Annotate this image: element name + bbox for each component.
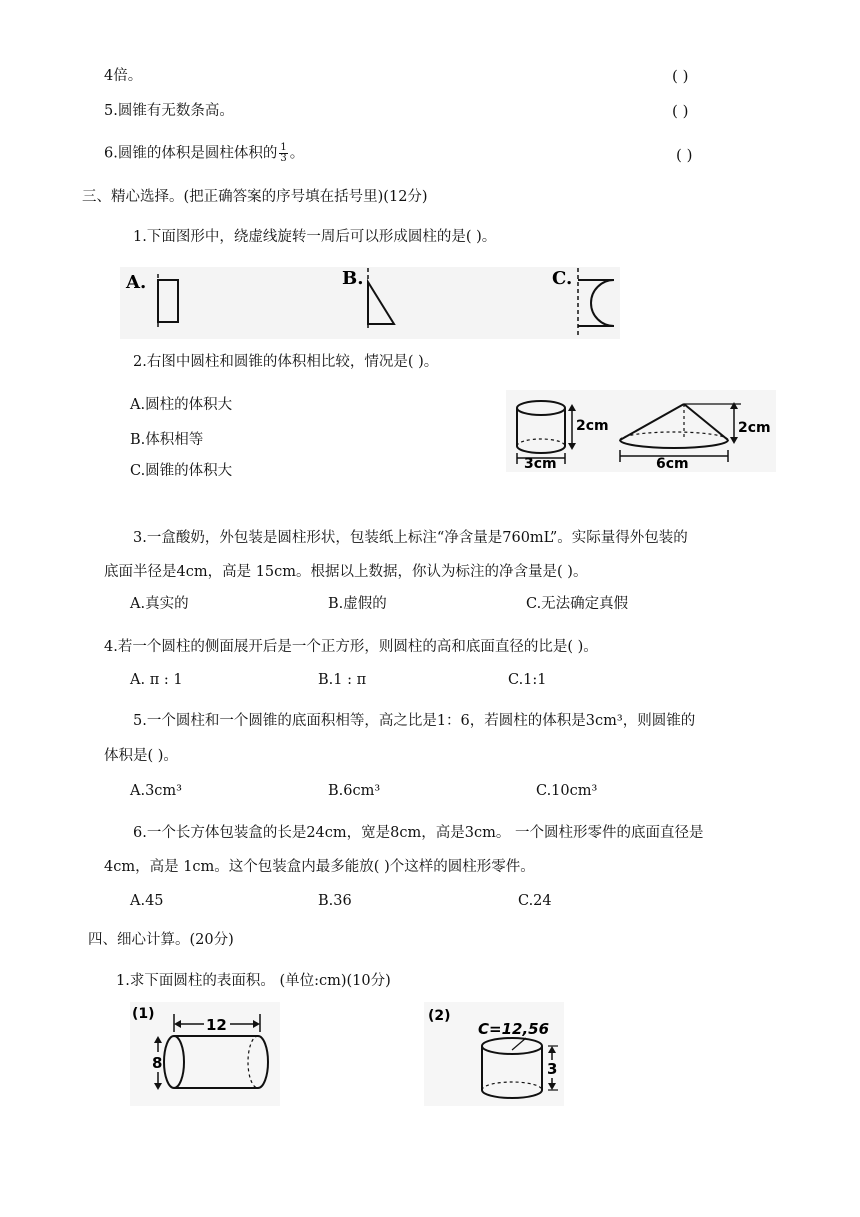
q2-option-c: C.圆锥的体积大 xyxy=(130,463,233,479)
q6-line2: 4cm，高是 1cm。这个包装盒内最多能放( )个这样的圆柱形零件。 xyxy=(104,859,535,875)
q5-line1: 5.一个圆柱和一个圆锥的底面积相等，高之比是1：6，若圆柱的体积是3cm³，则圆锥的 xyxy=(133,713,696,729)
q5-line2: 体积是( )。 xyxy=(104,748,178,764)
cylinder-height-label: 2cm xyxy=(576,418,609,434)
q4-text: 4.若一个圆柱的侧面展开后是一个正方形，则圆柱的高和底面直径的比是( )。 xyxy=(104,639,598,655)
section3-heading: 三、精心选择。(把正确答案的序号填在括号里)(12分) xyxy=(82,189,428,205)
option-a-label: A. xyxy=(126,272,147,293)
q5-option-c: C.10cm³ xyxy=(536,783,598,799)
item4-continuation: 4倍。 xyxy=(104,68,143,84)
q3-line1: 3.一盒酸奶，外包装是圆柱形状，包装纸上标注“净含量是760mL”。实际量得外包装的 xyxy=(133,530,688,546)
q3-option-c: C.无法确定真假 xyxy=(526,596,629,612)
calc-q1-text: 1.求下面圆柱的表面积。 (单位:cm)(10分) xyxy=(116,973,391,989)
fraction-one-third xyxy=(279,143,287,164)
q5-option-a: A.3cm³ xyxy=(130,783,182,799)
figure-2-circumference: C=12,56 xyxy=(478,1020,550,1038)
q1-figures xyxy=(120,262,620,342)
fraction-denominator: 3 xyxy=(280,153,287,164)
cone-height-label: 2cm xyxy=(738,420,771,436)
q6-option-c: C.24 xyxy=(518,893,552,909)
fraction-numerator: 1 xyxy=(280,142,287,153)
figure-2-height: 3 xyxy=(547,1060,558,1078)
item6-text xyxy=(104,143,304,164)
figure-1-length: 12 xyxy=(206,1016,227,1034)
q4-option-c: C.1:1 xyxy=(508,672,547,688)
figure-1-label: (1) xyxy=(132,1006,155,1022)
q2-text: 2.右图中圆柱和圆锥的体积相比较，情况是( )。 xyxy=(133,354,439,370)
figure-background xyxy=(120,267,620,339)
q3-option-a: A.真实的 xyxy=(130,596,189,612)
option-b-label: B. xyxy=(342,268,364,289)
answer-paren-4[interactable]: ( ) xyxy=(672,67,689,85)
q5-option-b: B.6cm³ xyxy=(328,783,381,799)
q2-option-b: B.体积相等 xyxy=(130,432,204,448)
item6-prefix: 6.圆锥的体积是圆柱体积的 xyxy=(104,145,278,162)
cylinder-diameter-label: 3cm xyxy=(524,456,557,472)
figure-1-diameter: 8 xyxy=(152,1054,163,1072)
item5-text: 5.圆锥有无数条高。 xyxy=(104,103,234,119)
q4-option-b: B.1 : π xyxy=(318,672,367,688)
option-c-label: C. xyxy=(552,268,573,289)
q2-figure xyxy=(506,390,776,472)
item6-suffix: 。 xyxy=(289,145,305,162)
q2-option-a: A.圆柱的体积大 xyxy=(130,397,233,413)
q1-text: 1.下面图形中，绕虚线旋转一周后可以形成圆柱的是( )。 xyxy=(133,229,497,245)
calc-figure-1 xyxy=(130,1002,280,1106)
answer-paren-6[interactable]: ( ) xyxy=(676,146,693,164)
q3-option-b: B.虚假的 xyxy=(328,596,387,612)
q6-option-b: B.36 xyxy=(318,893,352,909)
cone-diameter-label: 6cm xyxy=(656,456,689,472)
calc-figure-2 xyxy=(424,1002,564,1106)
section4-heading: 四、细心计算。(20分) xyxy=(88,932,234,948)
q4-option-a: A. π : 1 xyxy=(130,672,183,688)
answer-paren-5[interactable]: ( ) xyxy=(672,102,689,120)
q6-line1: 6.一个长方体包装盒的长是24cm，宽是8cm，高是3cm。 一个圆柱形零件的底面直径是 xyxy=(133,825,704,841)
q3-line2: 底面半径是4cm，高是 15cm。根据以上数据，你认为标注的净含量是( )。 xyxy=(104,564,588,580)
figure-2-label: (2) xyxy=(428,1008,451,1024)
q6-option-a: A.45 xyxy=(130,893,164,909)
